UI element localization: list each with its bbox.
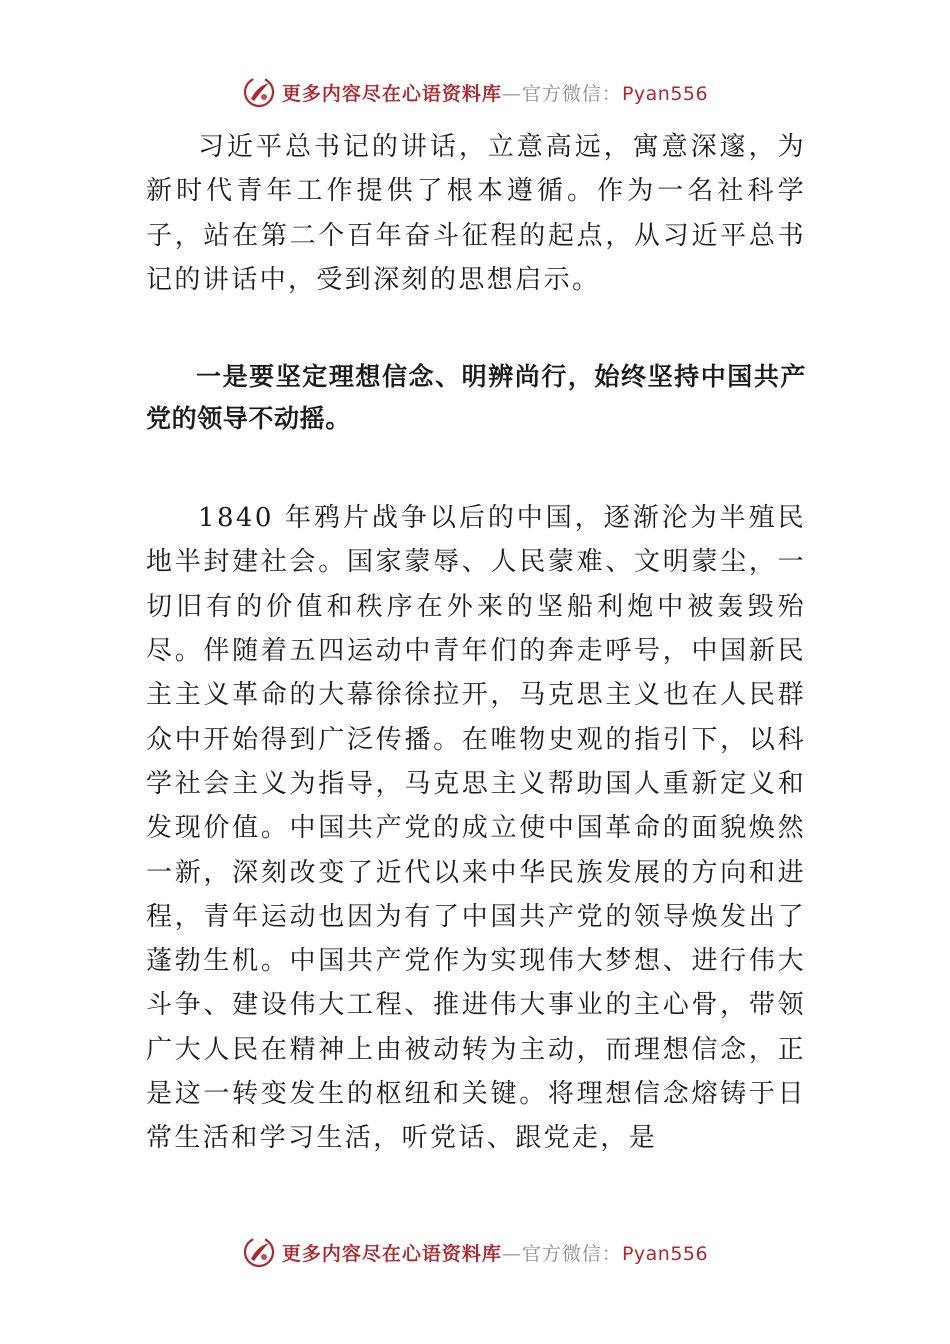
section-heading: 一是要坚定理想信念、明辨尚行，始终坚持中国共产党的领导不动摇。 [146, 362, 806, 434]
body-paragraph: 1840 年鸦片战争以后的中国，逐渐沦为半殖民地半封建社会。国家蒙辱、人民蒙难、文明蒙尘，一切旧有的价值和秩序在外来的坚船利炮中被轰毁殆尽。伴随着五四运动中青年们的奔走呼号，中国新民主主义革命的大幕徐徐拉开，马克思主义也在人民群众中开始得到广泛传播。在唯物史观的指引下，以科学社会主义为指导，马克思主义帮助国人重新定义和发现价值。中国共产党的成立使中国革命的面貌焕然一新，深刻改变了近代以来中华民族发展的方向和进程，青年运动也因为有了中国共产党的领导焕发出了蓬勃生机。中国共产党作为实现伟大梦想、进行伟大斗争、建设伟大工程、推进伟大事业的主心骨，带领广大人民在精神上由被动转为主动，而理想信念，正是这一转变发生的枢纽和关键。将理想信念熔铸于日常生活和学习生活，听党话、跟党走，是 [146, 503, 806, 1154]
ink-brush-logo-icon [242, 75, 276, 109]
footer-watermark [0, 1232, 950, 1272]
watermark-label: 官方微信： [521, 82, 622, 105]
watermark-library-text: 更多内容尽在心语资料库 [281, 1242, 502, 1265]
watermark-separator: — [501, 82, 522, 105]
document-body [146, 125, 806, 1161]
watermark-wechat-id: Pyan556 [621, 82, 709, 105]
watermark-wechat-id: Pyan556 [621, 1242, 709, 1265]
intro-paragraph: 习近平总书记的讲话，立意高远，寓意深邃，为新时代青年工作提供了根本遵循。作为一名社科学子，站在第二个百年奋斗征程的起点，从习近平总书记的讲话中，受到深刻的思想启示。 [146, 132, 806, 295]
ink-brush-logo-icon [242, 1235, 276, 1269]
watermark-library-text: 更多内容尽在心语资料库 [281, 82, 502, 105]
watermark-separator: — [501, 1242, 522, 1265]
watermark-text [282, 1239, 708, 1266]
watermark-text [282, 79, 708, 106]
header-watermark [0, 72, 950, 112]
watermark-label: 官方微信： [521, 1242, 622, 1265]
